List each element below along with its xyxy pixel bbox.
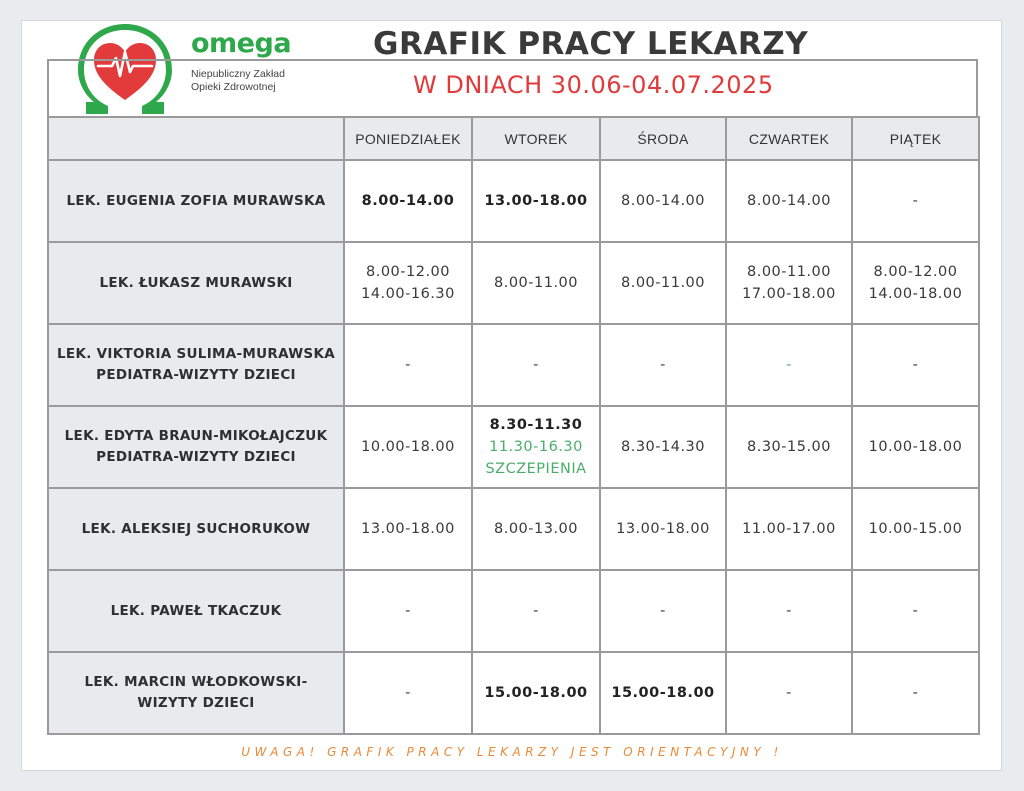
- doctor-name-line: LEK. PAWEŁ TKACZUK: [110, 602, 282, 619]
- day-header-monday: PONIEDZIAŁEK: [344, 117, 472, 160]
- hours-cell: [344, 570, 472, 652]
- hours-cell: [600, 242, 726, 324]
- hours-cell: [472, 324, 600, 406]
- doctor-name-line: WIZYTY DZIECI: [137, 695, 255, 711]
- hours-cell: [472, 652, 600, 734]
- hours-line: 13.00-18.00: [484, 193, 588, 209]
- no-hours-dash: -: [786, 357, 792, 373]
- no-hours-dash: -: [660, 357, 666, 373]
- schedule-table: [47, 116, 980, 735]
- hours-cell: [600, 406, 726, 488]
- hours-cell: [852, 488, 979, 570]
- hours-line: 15.00-18.00: [484, 685, 588, 701]
- hours-cell: [726, 324, 852, 406]
- hours-line: 11.30-16.30: [489, 439, 583, 455]
- doctor-name-line: LEK. EDYTA BRAUN-MIKOŁAJCZUK: [64, 428, 328, 444]
- hours-cell: [344, 324, 472, 406]
- no-hours-dash: -: [533, 603, 539, 619]
- hours-line: 8.00-14.00: [620, 193, 706, 209]
- hours-cell: [726, 570, 852, 652]
- hours-line: 8.00-13.00: [493, 521, 579, 537]
- hours-cell: [344, 242, 472, 324]
- page-title: GRAFIK PRACY LEKARZY: [373, 26, 809, 62]
- hours-cell: [472, 160, 600, 242]
- hours-line: 8.00-14.00: [746, 193, 832, 209]
- brand-subtitle-line1: Niepubliczny Zakład: [191, 68, 285, 80]
- no-hours-dash: -: [786, 685, 792, 701]
- doctor-name-cell: [48, 570, 344, 652]
- day-header-wednesday: ŚRODA: [600, 117, 726, 160]
- table-row: [48, 570, 979, 652]
- no-hours-dash: -: [786, 603, 792, 619]
- hours-line: 8.00-12.00: [873, 264, 958, 280]
- doctor-name-line: PEDIATRA-WIZYTY DZIECI: [96, 449, 296, 465]
- hours-line: 8.00-11.00: [746, 264, 832, 280]
- hours-cell: [600, 652, 726, 734]
- table-row: [48, 488, 979, 570]
- table-row: [48, 160, 979, 242]
- brand-name: omega: [191, 28, 292, 59]
- doctor-name-line: LEK. VIKTORIA SULIMA-MURAWSKA: [57, 346, 335, 362]
- no-hours-dash: -: [660, 603, 666, 619]
- hours-line: 8.00-12.00: [365, 264, 451, 280]
- hours-cell: [726, 488, 852, 570]
- doctor-name-cell: [48, 406, 344, 488]
- hours-line: 13.00-18.00: [361, 521, 455, 537]
- hours-cell: [852, 324, 979, 406]
- hours-cell: [600, 488, 726, 570]
- doctor-name-line: LEK. MARCIN WŁODKOWSKI-: [84, 674, 308, 690]
- doctor-name-cell: [48, 242, 344, 324]
- hours-cell: [600, 570, 726, 652]
- no-hours-dash: -: [533, 357, 539, 373]
- hours-cell: [344, 488, 472, 570]
- day-header-tuesday: WTOREK: [472, 117, 600, 160]
- hours-cell: [852, 242, 979, 324]
- hours-line: 13.00-18.00: [616, 521, 710, 537]
- hours-cell: [600, 160, 726, 242]
- hours-line: SZCZEPIENIA: [485, 461, 587, 477]
- table-row: [48, 324, 979, 406]
- hours-cell: [726, 242, 852, 324]
- hours-line: 14.00-16.30: [361, 286, 455, 302]
- hours-cell: [726, 652, 852, 734]
- hours-cell: [726, 406, 852, 488]
- hours-line: 10.00-18.00: [361, 439, 455, 455]
- disclaimer-note: UWAGA! GRAFIK PRACY LEKARZY JEST ORIENTACYJNY !: [241, 745, 783, 759]
- day-header-thursday: CZWARTEK: [726, 117, 852, 160]
- no-hours-dash: -: [405, 603, 411, 619]
- hours-line: 10.00-15.00: [868, 521, 963, 537]
- hours-line: 14.00-18.00: [868, 286, 963, 302]
- doctor-name-cell: [48, 488, 344, 570]
- hours-line: 8.00-11.00: [493, 275, 579, 291]
- hours-cell: [600, 324, 726, 406]
- hours-cell: [472, 242, 600, 324]
- table-row: [48, 652, 979, 734]
- hours-cell: [852, 570, 979, 652]
- hours-line: 8.30-11.30: [489, 417, 583, 433]
- hours-cell: [726, 160, 852, 242]
- table-row: [48, 242, 979, 324]
- hours-line: 17.00-18.00: [742, 286, 836, 302]
- no-hours-dash: -: [405, 685, 411, 701]
- hours-line: 11.00-17.00: [742, 521, 836, 537]
- doctor-name-line: LEK. ALEKSIEJ SUCHORUKOW: [81, 520, 311, 537]
- no-hours-dash: -: [912, 357, 919, 373]
- hours-line: 10.00-18.00: [868, 439, 963, 455]
- day-header-friday: PIĄTEK: [852, 117, 979, 160]
- hours-cell: [344, 160, 472, 242]
- hours-line: 15.00-18.00: [611, 685, 715, 701]
- doctor-name-line: LEK. ŁUKASZ MURAWSKI: [99, 274, 293, 291]
- corner-header-cell: [48, 117, 344, 160]
- hours-line: 8.00-11.00: [620, 275, 706, 291]
- doctor-name-cell: [48, 652, 344, 734]
- no-hours-dash: -: [912, 685, 919, 701]
- hours-cell: [472, 406, 600, 488]
- table-row: [48, 406, 979, 488]
- doctor-name-line: LEK. EUGENIA ZOFIA MURAWSKA: [66, 192, 326, 209]
- no-hours-dash: -: [405, 357, 411, 373]
- hours-cell: [852, 652, 979, 734]
- hours-line: 8.30-15.00: [746, 439, 832, 455]
- no-hours-dash: -: [912, 603, 919, 619]
- doctor-name-cell: [48, 160, 344, 242]
- hours-cell: [852, 160, 979, 242]
- hours-cell: [472, 488, 600, 570]
- doctor-name-line: PEDIATRA-WIZYTY DZIECI: [96, 367, 296, 383]
- hours-line: 8.30-14.30: [620, 439, 706, 455]
- hours-cell: [344, 406, 472, 488]
- hours-cell: [472, 570, 600, 652]
- doctor-name-cell: [48, 324, 344, 406]
- hours-line: 8.00-14.00: [361, 193, 455, 209]
- table-header-row: [48, 117, 979, 160]
- brand-subtitle-line2: Opieki Zdrowotnej: [191, 81, 276, 93]
- hours-cell: [344, 652, 472, 734]
- date-range-title: W DNIACH 30.06-04.07.2025: [413, 71, 774, 99]
- hours-cell: [852, 406, 979, 488]
- no-hours-dash: -: [912, 193, 919, 209]
